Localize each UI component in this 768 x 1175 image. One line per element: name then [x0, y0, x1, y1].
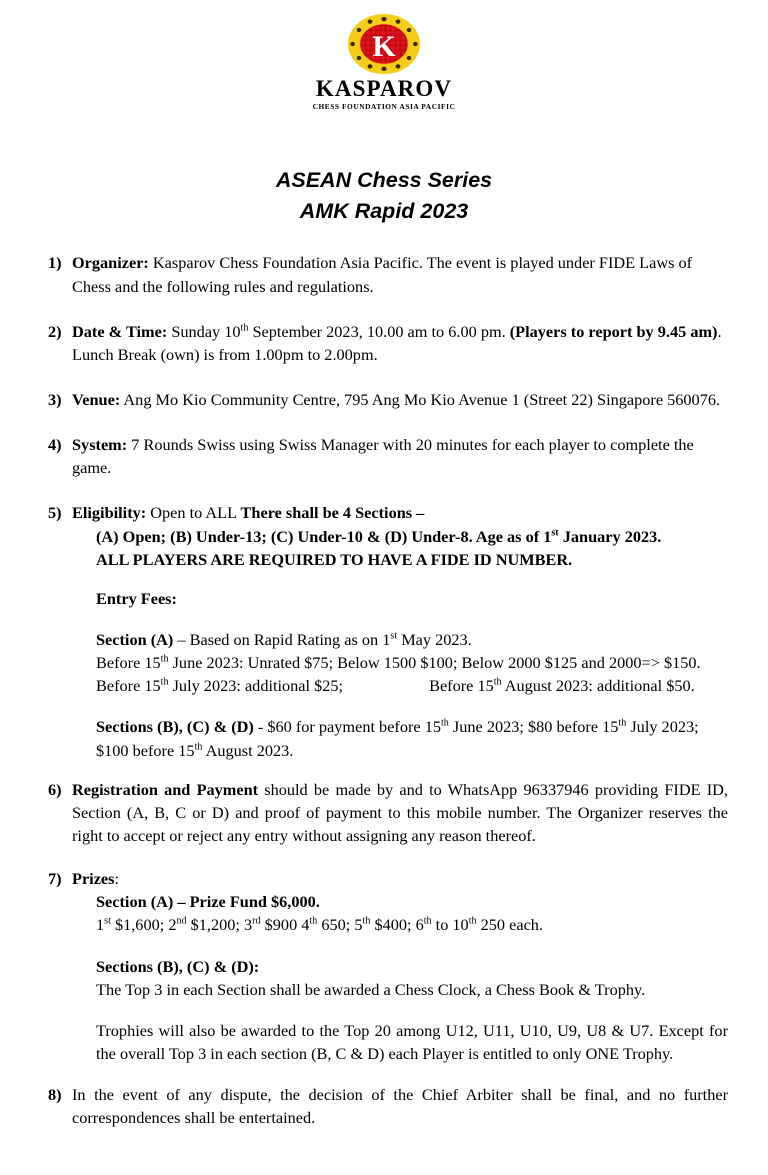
clause-6-number: 6): [48, 779, 62, 799]
prize-10th-sup: th: [468, 915, 477, 927]
clause-2-time: September 2023, 10.00 am to 6.00 pm.: [248, 321, 510, 341]
clause-5-sections-note: There shall be 4 Sections –: [240, 503, 425, 523]
entry-fee-june-prefix: Before 15: [96, 653, 161, 673]
entry-fee-sections-bcd: [96, 715, 728, 761]
prize-10th-amount: 250 each.: [476, 915, 544, 935]
entry-fee-section-a-date: May 2023.: [397, 629, 472, 649]
clause-4-body: 7 Rounds Swiss using Swiss Manager with 20 minutes for each player to complete the game.: [72, 435, 694, 478]
entry-fee-sections-bcd-label: Sections (B), (C) & (D): [96, 717, 254, 737]
prize-2nd-amount: $1,200; 3: [186, 915, 253, 935]
clause-1-number: 1): [48, 253, 62, 273]
entry-fee-section-a-heading: [96, 628, 728, 651]
entry-fee-section-a-label: Section (A): [96, 629, 174, 649]
entry-fee-section-a-basis: – Based on Rapid Rating as on 1: [173, 629, 391, 649]
eligibility-sections-line: [96, 525, 728, 548]
clause-1-body: Kasparov Chess Foundation Asia Pacific. The event is played under FIDE Laws of Chess and the following rules and regulations.: [72, 253, 693, 296]
entry-fee-july-sup: th: [160, 676, 169, 688]
prize-section-a-heading: [96, 890, 728, 913]
logo-wordmark: KASPAROV: [315, 76, 453, 101]
spacer: [96, 1001, 728, 1019]
clause-8-text: In the event of any dispute, the decision of the Chief Arbiter shall be final, and no further correspondences shall be entertained.: [72, 1085, 728, 1128]
entry-fee-august-sup: th: [493, 676, 502, 688]
clause-2-label: Date & Time:: [72, 321, 168, 341]
entry-fee-section-a-sup: st: [390, 630, 398, 642]
clause-3-text: [72, 388, 728, 411]
clause-5-line-1: [72, 501, 728, 524]
clause-2-line-2: Lunch Break (own) is from 1.00pm to 2.00pm.: [72, 344, 378, 364]
entry-fee-july-prefix: Before 15: [96, 676, 161, 696]
entry-fee-bcd-august-date: August 2023.: [202, 740, 294, 760]
clause-3-body: Ang Mo Kio Community Centre, 795 Ang Mo Kio Avenue 1 (Street 22) Singapore 560076.: [120, 389, 721, 409]
entry-fee-bcd-august-amount: July 2023; $100 before 15: [96, 717, 699, 760]
eligibility-sections-date: January 2023.: [558, 526, 662, 546]
prize-3rd-amount: $900 4: [260, 915, 310, 935]
prize-6th-to: to 10: [431, 915, 469, 935]
prizes-detail: [72, 890, 728, 1065]
clause-6-label: Registration and Payment: [72, 779, 259, 799]
clause-2-number: 2): [48, 321, 62, 341]
prize-1st-sup: st: [104, 915, 111, 927]
entry-fees-heading-text: Entry Fees:: [96, 588, 177, 608]
prize-1st-rank: 1: [96, 915, 105, 935]
eligibility-sections-sup: st: [551, 527, 559, 539]
clause-6-body: should be made by and to WhatsApp 96337946 providing FIDE ID, Section (A, B, C or D) and proof of payment to this mobile number. The Organizer reserves the right to accept or reject any entry without assigning any reason thereof.: [72, 779, 728, 845]
clause-2-date: Sunday 10: [167, 321, 241, 341]
clause-7-heading: [72, 867, 728, 890]
spacer: [96, 610, 728, 628]
prize-2nd-sup: nd: [176, 915, 187, 927]
prize-3rd-sup: rd: [252, 915, 261, 927]
eligibility-sections-text: (A) Open; (B) Under-13; (C) Under-10 & (D) Under-8. Age as of 1: [96, 526, 552, 546]
entry-fee-bcd-sup-2: th: [618, 717, 627, 729]
spacer: [96, 571, 728, 587]
clause-6-text: [72, 778, 728, 847]
entry-fee-june-sup: th: [160, 653, 169, 665]
clause-2-report-note: (Players to report by 9.45 am): [509, 321, 718, 341]
prize-sections-bcd-heading-text: Sections (B), (C) & (D):: [96, 956, 260, 976]
clause-7-number: 7): [48, 869, 62, 889]
entry-fee-july-august-line: [96, 674, 728, 697]
clause-disputes: [48, 1083, 728, 1129]
spacer: [96, 697, 728, 715]
entry-fee-bcd-sup-1: th: [440, 717, 449, 729]
svg-text:K: K: [372, 30, 396, 63]
clause-date-time: [48, 320, 728, 366]
logo-block: [0, 0, 768, 110]
clause-4-text: [72, 433, 728, 479]
clause-5-label: Eligibility:: [72, 503, 147, 523]
entry-fees-heading: [96, 587, 728, 610]
title-line-1: ASEAN Chess Series: [275, 168, 493, 193]
clause-organizer: [48, 251, 728, 297]
entry-fee-august-prefix: Before 15: [429, 676, 494, 696]
clause-5-open-to-all: Open to ALL: [146, 503, 241, 523]
clause-registration-payment: [48, 778, 728, 847]
entry-fee-bcd-sup-3: th: [194, 741, 203, 753]
prize-4th-amount: 650; 5: [317, 915, 363, 935]
clause-venue: [48, 388, 728, 411]
entry-fee-august-amount: August 2023: additional $50.: [501, 676, 695, 696]
clause-7-label: Prizes: [72, 869, 115, 889]
prize-trophies-text: Trophies will also be awarded to the Top 20 among U12, U11, U10, U9, U8 & U7. Except for the overall Top 3 in each section (B, C & D) each Player is entitled to only ONE Trophy.: [96, 1020, 728, 1063]
clause-2-date-sup: th: [240, 322, 249, 334]
document-title: [0, 165, 768, 227]
prize-sections-bcd-heading: [96, 955, 728, 978]
title-line-2: AMK Rapid 2023: [299, 199, 469, 224]
prize-6th-sup: th: [423, 915, 432, 927]
entry-fee-july-amount: July 2023: additional $25;: [168, 676, 344, 696]
clause-2-line-1: [72, 320, 728, 343]
clause-4-label: System:: [72, 435, 128, 455]
clause-3-label: Venue:: [72, 389, 121, 409]
clause-1-text: [72, 251, 728, 297]
spacer: [96, 937, 728, 955]
clause-8-number: 8): [48, 1085, 62, 1105]
logo-tagline: CHESS FOUNDATION ASIA PACIFIC: [312, 102, 456, 111]
prize-5th-amount: $400; 6: [370, 915, 424, 935]
eligibility-sections: [72, 525, 728, 762]
document-body: [0, 251, 768, 1129]
kasparov-chess-foundation-logo-icon: [346, 13, 422, 75]
clause-3-number: 3): [48, 389, 62, 409]
clause-prizes: [48, 867, 728, 1065]
clause-1-label: Organizer:: [72, 253, 149, 273]
prize-section-a-heading-text: Section (A) – Prize Fund $6,000.: [96, 892, 320, 912]
clause-eligibility: [48, 501, 728, 761]
clause-7-colon: :: [114, 869, 120, 889]
clause-4-number: 4): [48, 435, 62, 455]
fide-id-requirement: [96, 548, 728, 571]
clause-5-number: 5): [48, 503, 62, 523]
fide-id-requirement-text: ALL PLAYERS ARE REQUIRED TO HAVE A FIDE ID NUMBER.: [96, 549, 573, 569]
prize-breakdown-line: [96, 913, 728, 936]
entry-fee-june-line: [96, 651, 728, 674]
prize-1st-amount: $1,600; 2: [110, 915, 177, 935]
entry-fee-june-amounts: June 2023: Unrated $75; Below 1500 $100; Below 2000 $125 and 2000=> $150.: [168, 653, 701, 673]
prize-sections-bcd-text: The Top 3 in each Section shall be awarded a Chess Clock, a Chess Book & Trophy.: [96, 979, 646, 999]
clause-2-period: .: [717, 321, 722, 341]
entry-fee-bcd-june-amount: - $60 for payment before 15: [253, 717, 441, 737]
entry-fee-bcd-july-amount: June 2023; $80 before 15: [448, 717, 619, 737]
prize-4th-sup: th: [309, 915, 318, 927]
clause-system: [48, 433, 728, 479]
prize-5th-sup: th: [362, 915, 371, 927]
